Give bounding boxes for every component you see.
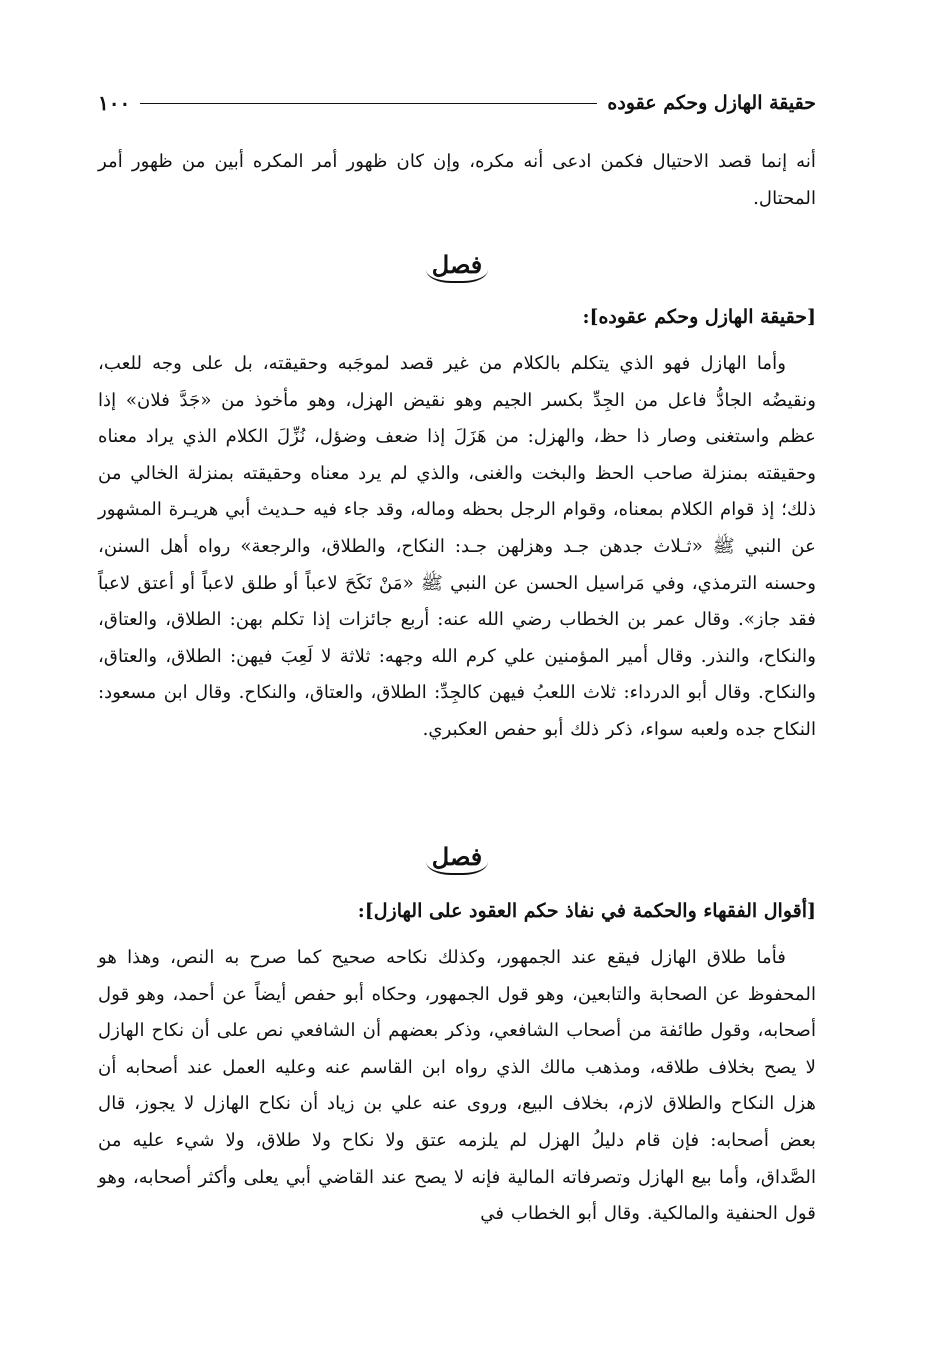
intro-paragraph: أنه إنما قصد الاحتيال فكمن ادعى أنه مكره، وإن كان ظهور أمر المكره أبين من ظهور أمر المحتال. — [98, 151, 816, 209]
page-number: ١٠٠ — [98, 91, 131, 115]
section-heading-1-text: فصل — [426, 250, 488, 283]
section-1-body — [98, 346, 816, 749]
running-title: حقيقة الهازل وحكم عقوده — [607, 92, 816, 114]
running-header — [98, 88, 816, 118]
section-subheading-2: [أقوال الفقهاء والحكمة في نفاذ حكم العقود على الهازل]: — [357, 900, 816, 922]
section-1-paragraph: وأما الهازل فهو الذي يتكلم بالكلام من غير قصد لموجَبه وحقيقته، بل على وجه للعب، ونقيضُه الجادُّ فاعل من الجِدِّ بكسر الجيم وهو نقيض الهزل، وهو مأخوذ من «جَدَّ فلان» إذا عظم واستغنى وصار ذا حظ، والهزل: من هَزَلَ إذا ضعف وضؤل، نُزِّلَ الكلام الذي يراد معناه وحقيقته بمنزلة صاحب الحظ والبخت والغنى، والذي لم يرد معناه وحقيقته بمنزلة الخالي من ذلك؛ إذ قوام الكلام بمعناه، وقوام الرجل بحظه وماله، وقد جاء فيه حـديث أبي هريـرة المشهور عن النبي ﷺ «ثـلاث جدهن جـد وهزلهن جـد: النكاح، والطلاق، والرجعة» رواه أهل السنن، وحسنه الترمذي، وفي مَراسيل الحسن عن النبي ﷺ «مَنْ نَكَحَ لاعباً أو طلق لاعباً أو أعتق لاعباً فقد جاز». وقال عمر بن الخطاب رضي الله عنه: أربع جائزات إذا تكلم بهن: الطلاق، والعتاق، والنكاح، والنذر. وقال أمير المؤمنين علي كرم الله وجهه: ثلاثة لا لَعِبَ فيهن: الطلاق، والعتاق، والنكاح. وقال أبو الدرداء: ثلاث اللعبُ فيهن كالجِدِّ: الطلاق، والعتاق، والنكاح. وقال ابن مسعود: النكاح جده ولعبه سواء، ذكر ذلك أبو حفص العكبري. — [98, 353, 816, 740]
section-heading-2-text: فصل — [426, 842, 488, 875]
section-2-body — [98, 940, 816, 1233]
section-heading-1 — [98, 250, 816, 283]
section-2-paragraph: فأما طلاق الهازل فيقع عند الجمهور، وكذلك نكاحه صحيح كما صرح به النص، وهذا هو المحفوظ عن الصحابة والتابعين، وهو قول الجمهور، وحكاه أبو حفص أيضاً عن أحمد، وهو قول أصحابه، وقول طائفة من أصحاب الشافعي، وذكر بعضهم أن الشافعي نص على أن نكاح الهازل لا يصح بخلاف طلاقه، ومذهب مالك الذي رواه ابن القاسم عنه وعليه العمل عند أصحابه أن هزل النكاح والطلاق لازم، بخلاف البيع، وروى عنه علي بن زياد أن نكاح الهازل لا يجوز، قال بعض أصحابه: فإن قام دليلُ الهزل لم يلزمه عتق ولا نكاح ولا طلاق، ولا شيء عليه من الصَّداق، وأما بيع الهازل وتصرفاته المالية فإنه لا يصح عند القاضي أبي يعلى وأكثر أصحابه، وهو قول الحنفية والمالكية. وقال أبو الخطاب في — [98, 947, 816, 1225]
section-subheading-1: [حقيقة الهازل وحكم عقوده]: — [582, 306, 816, 328]
header-rule — [140, 103, 597, 104]
intro-paragraph-block — [98, 144, 816, 217]
section-heading-2 — [98, 842, 816, 875]
